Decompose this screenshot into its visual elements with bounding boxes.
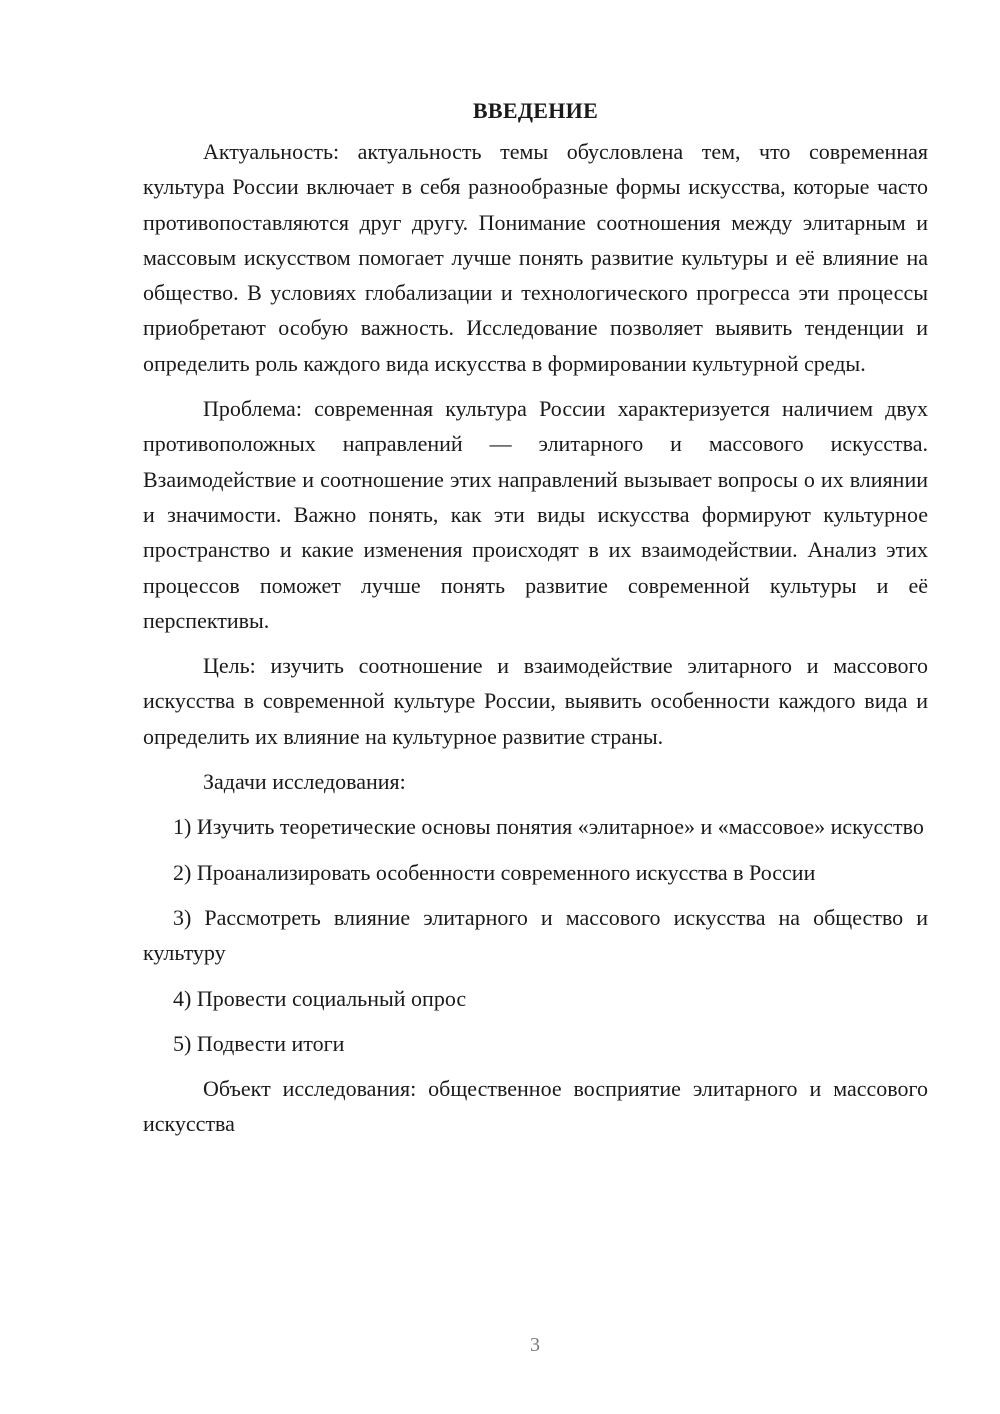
paragraph-object: Объект исследования: общественное восприятие элитарного и массового искусства <box>143 1076 928 1137</box>
paragraph-problem: Проблема: современная культура России характеризуется наличием двух противоположных направлений — элитарного и массового искусства. Взаимодействие и соотношение этих направлений вызывает вопросы о их влиянии и значимости. Важно понять, как эти виды искусства формируют культурное пространство и какие изменения происходят в их взаимодействии. Анализ этих процессов поможет лучше понять развитие современной культуры и её перспективы. <box>143 396 928 633</box>
page-number: 3 <box>530 1334 540 1356</box>
page-title: ВВЕДЕНИЕ <box>472 98 599 123</box>
task-item-2: 2) Проанализировать особенности современного искусства в России <box>173 859 816 885</box>
task-item-4: 4) Провести социальный опрос <box>173 985 467 1011</box>
task-item-5: 5) Подвести итоги <box>173 1030 345 1056</box>
task-item-3: 3) Рассмотреть влияние элитарного и массового искусства на общество и культуру <box>143 904 928 966</box>
document-page <box>143 96 928 1152</box>
paragraph-tasks-heading: Задачи исследования: <box>203 769 406 795</box>
task-item-1: 1) Изучить теоретические основы понятия «элитарное» и «массовое» искусство <box>173 814 924 840</box>
paragraph-relevance: Актуальность: актуальность темы обусловлена тем, что современная культура России включает в себя разнообразные формы искусства, которые часто противопоставляются друг другу. Понимание соотношения между элитарным и массовым искусством помогает лучше понять развитие культуры и её влияние на общество. В условиях глобализации и технологического прогресса эти процессы приобретают особую важность. Исследование позволяет выявить тенденции и определить роль каждого вида искусства в формировании культурной среды. <box>143 139 928 376</box>
paragraph-goal: Цель: изучить соотношение и взаимодействие элитарного и массового искусства в современной культуре России, выявить особенности каждого вида и определить их влияние на культурное развитие страны. <box>143 653 928 749</box>
